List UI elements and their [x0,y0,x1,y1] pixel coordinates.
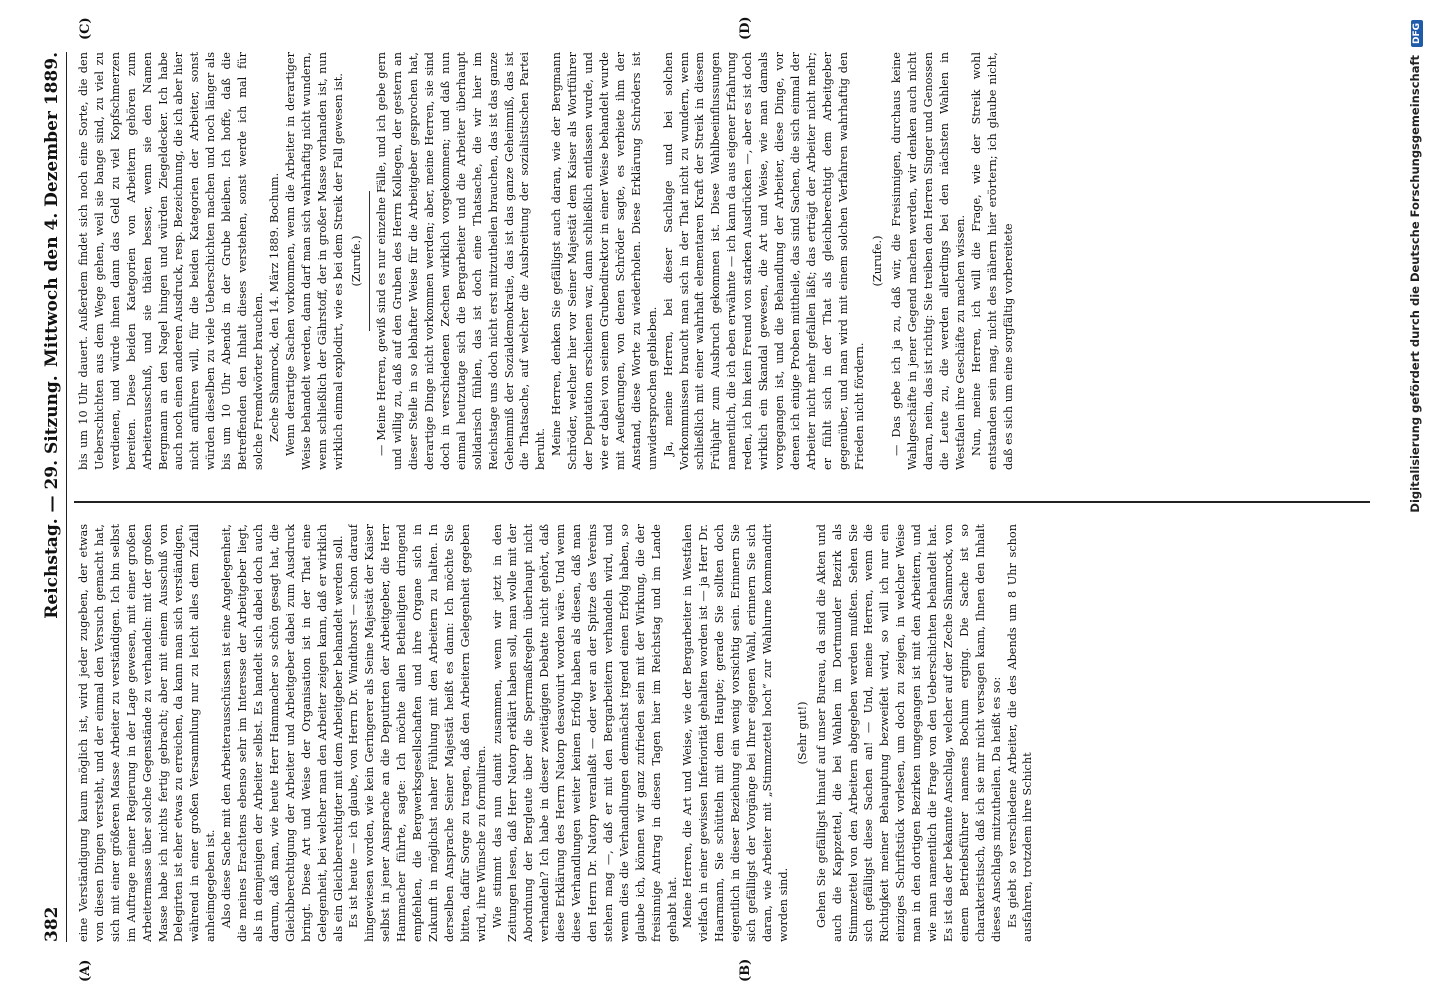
paragraph: Zeche Shamrock, den 14. März 1889. Bochum. [267,172,281,442]
credit-text: Digitalisierung gefördert durch die Deutsche Forschungsgemeinschaft [1408,55,1422,513]
session-title: Reichstag. — 29. Sitzung. [42,375,62,619]
paragraph: bis um 10 Uhr dauert. Außerdem findet sich noch eine Sorte, die den Ueberschichten aus dem Wege gehen, weil sie bange sind, zu viel zu verdienen, und würde ihnen dann das Geld zu viel Kopfschmerzen bereiten. Diese beiden Kategorien von Arbeitern gehören zum Arbeiterausschuß, und sie thäten besser, wenn sie den Namen Bergmann an den Nagel hingen und würden Ziegeldecker. Ich habe auch noch einen anderen Ausdruck, resp. Bezeichnung, die ich aber hier nicht anführen will, für die beiden Kategorien der Arbeiter, sonst würden dieselben zu viele Ueberschichten machen und noch länger als bis um 10 Uhr Abends in der Grube bleiben. Ich hoffe, daß die Betreffenden den Inhalt dieses verstehen, sonst werde ich mal für solche Fremdwörter brauchen. [77,52,265,470]
interjection: (Zurufe.) [350,235,364,287]
paragraph: Meine Herren, die Art und Weise, wie der Bergarbeiter in Westfalen vielfach in einer gewissen Inferiorität gehalten worden ist — ja Herr Dr. Haarmann, Sie schütteln mit dem Haupte; gerade Sie sollten doch eigentlich in dieser Beziehung ein wenig vorsichtig sein. Erinnern Sie sich gefälligst der Vorgänge bei Ihrer eigenen Wahl, erinnern Sie sich daran, wie Arbeiter mit „Stimmzettel hoch“ zur Wahlurne kommandirt worden sind. [681,524,790,942]
margin-letter-b: (B) [738,958,753,982]
paragraph: eine Verständigung kaum möglich ist, wird jeder zugeben, der etwas von diesen Dingen versteht, und der einmal den Versuch gemacht hat, sich mit einer größeren Masse Arbeiter zu verständigen. Ich bin selbst im Auftrage meiner Regierung in der Lage gewesen, mit einer großen Arbeitermasse über solche Gegenstände zu verhandeln: mit der großen Masse habe ich nichts fertig gebracht; aber mit einem Ausschuß von Delegirten ist eher etwas zu erreichen, da kann man sich verständigen, während in einer großen Versammlung nur zu leicht alles dem Zufall anheimgegeben ist. [77,524,218,942]
interjection: (Sehr gut!) [795,701,809,765]
digitization-credit [1408,20,1423,980]
right-column [76,52,1366,470]
paragraph: Es ist heute — ich glaube, von Herrn Dr. Windthorst — schon darauf hingewiesen worden, wie kein Geringerer als Seine Majestät der Kaiser selbst in jener Ansprache an die Deputirten der Arbeitgeber, die Herr Hammacher führte, sagte: Ich möchte allen Betheiligten dringend empfehlen, die Bergwerksgesellschaften und ihre Organe sich in Zukunft in möglichst naher Fühlung mit den Arbeitern zu halten. In derselben Ansprache Seiner Majestät heißt es dann: Ich möchte Sie bitten, dafür Sorge zu tragen, daß den Arbeitern Gelegenheit gegeben wird, ihre Wünsche zu formuliren. [347,524,488,942]
paragraph: Wenn derartige Sachen vorkommen, wenn die Arbeiter in derartiger Weise behandelt werden, dann darf man sich wahrhaftig nicht wundern, wenn schließlich der Gährstoff, der in großer Masse vorhanden ist, nun wirklich einmal explodirt, wie es bei dem Streik der Fall gewesen ist. [283,52,345,470]
page-number: 382 [42,906,62,942]
paragraph: Ja, meine Herren, bei dieser Sachlage und bei solchen Vorkommnissen braucht man sich in der That nicht zu wundern, wenn schließlich mit einer wahrhaft elementaren Kraft der Streik in diesem Frühjahr zum Ausbruch gekommen ist. Diese Wahlbeeinflussungen namentlich, die ich eben erwähnte — ich kann da aus eigener Erfahrung reden, ich bin kein Freund von starken Ausdrücken —, aber es ist doch wirklich ein Skandal gewesen, die Art und Weise, wie man damals vorgegangen ist, und die Behandlung der Arbeiter, diese Dinge, vor denen ich einige Proben mittheile, das sind Sachen, die sich einmal der Arbeiter nicht mehr gefallen läßt; das erträgt der Arbeiter nicht mehr; er fühlt sich in der That als gleichberechtigt dem Arbeitgeber gegenüber, und man wird mit einem solchen Verfahren wahrhaftig den Frieden nicht fördern. [661,52,866,470]
paragraph: — Meine Herren, gewiß sind es nur einzelne Fälle, und ich gebe gern und willig zu, daß auf den Gruben des Herrn Kollegen, der gestern an dieser Stelle in so lebhafter Weise für die Arbeitgeber gesprochen hat, derartige Dinge nicht vorkommen werden; aber, meine Herren, sie sind doch in verschiedenen Zechen wirklich vorgekommen; und daß nun einmal heutzutage sich die Bergarbeiter und die Arbeiter überhaupt solidarisch fühlen, das ist doch eine Thatsache, die wir hier im Reichstage uns doch nicht erst mitzutheilen brauchen, das ist das ganze Geheimniß der Sozialdemokratie, das ist das ganze Geheimniß, das ist die Thatsache, auf welcher die Ausbreitung der sozialistischen Partei beruht. [375,52,548,470]
margin-letter-d: (D) [738,16,753,40]
paragraph: Gehen Sie gefälligst hinauf auf unser Bureau, da sind die Akten und auch die Kappzettel, die bei Wahlen im Dortmunder Bezirk als Stimmzettel von den Arbeitern abgegeben werden mußten. Sehen Sie sich gefälligst diese Sachen an! — Und, meine Herren, wenn die Richtigkeit meiner Behauptung bezweifelt wird, so will ich nur ein einziges Schriftstück vorlesen, um doch zu zeigen, in welcher Weise man in den dortigen Bezirken umgegangen ist mit den Arbeitern, und wie man namentlich die Frage von den Ueberschichten behandelt hat. Es ist das der bekannte Anschlag, welcher auf der Zeche Shamrock, von einem Betriebsführer namens Bochum erging. Die Sache ist so charakteristisch, daß ich sie mir nicht versagen kann, Ihnen den Inhalt dieses Anschlags mitzutheilen. Da heißt es so: [814,524,1003,942]
paragraph: Wie stimmt das nun damit zusammen, wenn wir jetzt in den Zeitungen lesen, daß Herr Natorp erklärt haben soll, man wolle mit der Abordnung der Bergleute über die Sperrmaßregeln überhaupt nicht verhandeln? Ich habe in dieser zweitägigen Debatte nicht gehört, daß diese Erklärung des Herrn Natorp desavouirt worden wäre. Und wenn diese Verhandlungen weiter keinen Erfolg haben als diesen, daß man den Herrn Dr. Natorp veranlaßt — oder wer an der Spitze des Vereins stehen mag —, daß er mit den Bergarbeitern verhandeln wird, und wenn dies die Verhandlungen demnächst irgend einen Erfolg haben, so glaube ich, können wir ganz zufrieden sein mit der Wirkung, die der freisinnige Antrag in diesen Tagen hier im Reichstag und im Lande gehabt hat. [490,524,679,942]
dfg-logo: DFG [1411,20,1423,47]
paragraph: Meine Herren, denken Sie gefälligst auch daran, wie der Bergmann Schröder, welcher hier vor Seiner Majestät dem Kaiser als Wortführer der Deputation erschienen war, dann schließlich entlassen wurde, und wie er dabei von seinem Grubendirektor in einer Weise behandelt wurde mit Aeußerungen, von denen Schröder sagte, es verbiete ihm der Anstand, diese Worte zu wiederholen. Diese Erklärung Schröders ist unwidersprochen geblieben. [550,52,659,470]
left-column [76,524,1366,942]
paragraph: Also diese Sache mit den Arbeiterausschüssen ist eine Angelegenheit, die meines Erachtens ebenso sehr im Interesse der Arbeitgeber liegt, als in demjenigen der Arbeiter selbst. Es handelt sich dabei doch auch darum, daß man, wie heute Herr Hammacher so schön gesagt hat, die Gleichberechtigung der Arbeiter und Arbeitgeber dabei zum Ausdruck bringt. Diese Art und Weise der Organisation ist in der That eine Gelegenheit, bei welcher man den Arbeiter zeigen kann, daß er wirklich als ein Gleichberechtigter mit dem Arbeitgeber behandelt werden soll. [220,524,345,942]
interjection: (Zurufe.) [871,235,885,287]
session-date: Mittwoch den 4. Dezember 1889. [42,52,62,368]
margin-letter-a: (A) [78,959,93,982]
paragraph: Nun, meine Herren, ich will die Frage, wie der Streik wohl entstanden sein mag, nicht des nähern hier erörtern; ich glaube nicht, daß es sich um eine sorgfältig vorbereitete [969,52,1015,470]
paragraph: Es giebt so verschiedene Arbeiter, die des Abends um 8 Uhr schon ausfahren, trotzdem ihre Schicht [1005,524,1035,942]
margin-letter-c: (C) [78,17,93,40]
separator-rule [369,191,370,331]
page-header [40,52,67,942]
paragraph: — Das gebe ich ja zu, daß wir, die Freisinnigen, durchaus keine Wahlgeschäfte in jener Gegend machen werden, wir denken auch nicht daran, nein, das ist richtig: Sie treiben den Herren Singer und Genossen die Leute zu, die werden allerdings bei den nächsten Wahlen in Westfalen ihre Geschäfte zu machen wissen. [890,52,967,470]
column-divider [74,502,1370,504]
